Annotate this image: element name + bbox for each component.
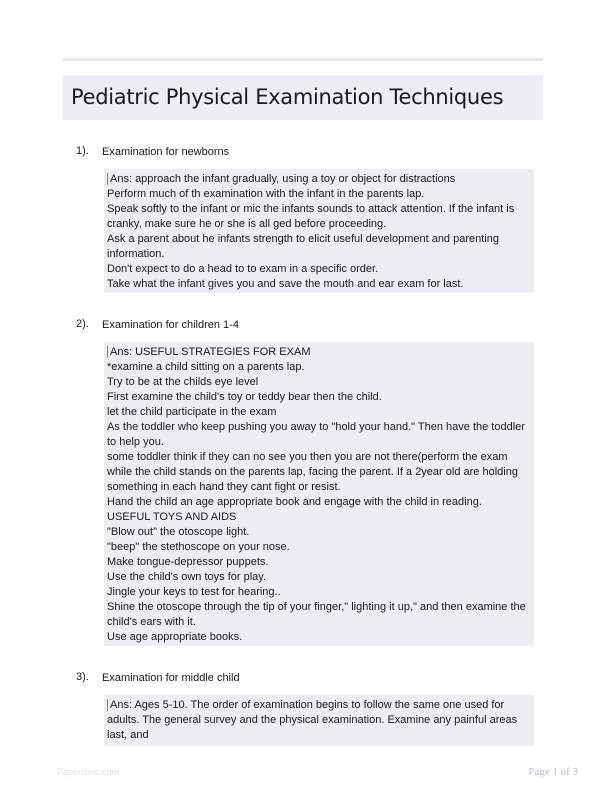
- answer-line: Use age appropriate books.: [107, 631, 243, 643]
- top-divider: [63, 58, 543, 61]
- question-number: 3).: [76, 671, 89, 683]
- page-title: Pediatric Physical Examination Techniques: [71, 85, 504, 109]
- answer-line: "Blow out" the otoscope light.: [107, 526, 250, 538]
- answer-line: [107, 172, 530, 187]
- answer-line: First examine the child's toy or teddy bear then the child.: [107, 391, 382, 403]
- answer-line: Jingle your keys to test for hearing..: [107, 586, 281, 598]
- answer-line: [107, 345, 530, 360]
- answer-line: Take what the infant gives you and save the mouth and ear exam for last.: [107, 278, 464, 290]
- answer-line: Shine the otoscope through the tip of your finger," lighting it up," and then examine the child's ears with it.: [107, 601, 526, 628]
- answer-line: Perform much of th examination with the infant in the parents lap.: [107, 188, 425, 200]
- question-title: Examination for children 1-4: [102, 319, 239, 331]
- answer-line: USEFUL TOYS AND AIDS: [107, 511, 237, 523]
- answer-line-text: Ans: Ages 5-10. The order of examination begins to follow the same one used for adults. The general survey and the physical examination. Examine any painful areas last, and: [107, 699, 518, 741]
- answer-line: Try to be at the childs eye level: [107, 376, 259, 388]
- answer-line: some toddler think if they can no see you then you are not there(perform the exam while the child stands on the parents lap, facing the parent. If a 2year old are holding something in each hand they cant fight or resist.: [107, 451, 518, 493]
- question-title: Examination for middle child: [102, 672, 240, 684]
- answer-line-text: Ans: USEFUL STRATEGIES FOR EXAM: [107, 346, 310, 358]
- answer-box: [104, 169, 534, 293]
- answer-line: *examine a child sitting on a parents lap.: [107, 361, 305, 373]
- answer-line: Hand the child an age appropriate book and engage with the child in reading.: [107, 496, 482, 508]
- answer-line: As the toddler who keep pushing you away to "hold your hand." Then have the toddler to help you.: [107, 421, 525, 448]
- answer-line: Use the child's own toys for play.: [107, 571, 267, 583]
- page-number: Page 1 of 3: [528, 766, 578, 778]
- answer-line: let the child participate in the exam: [107, 406, 277, 418]
- answer-line: Make tongue-depressor puppets.: [107, 556, 269, 568]
- answer-line: Don't expect to do a head to to exam in a specific order.: [107, 263, 379, 275]
- answer-line: [107, 698, 530, 743]
- question-title: Examination for newborns: [102, 146, 230, 158]
- question-number: 2).: [76, 318, 89, 330]
- title-banner: [63, 75, 543, 120]
- answer-line: Speak softly to the infant or mic the infants sounds to attack attention. If the infant is cranky, make sure he or she is all ged before proceeding.: [107, 203, 515, 230]
- answer-box: [104, 695, 534, 746]
- answer-line-text: Ans: approach the infant gradually, using a toy or object for distractions: [107, 173, 455, 185]
- question-number: 1).: [76, 145, 89, 157]
- answer-line: Ask a parent about he infants strength to elicit useful development and parenting information.: [107, 233, 499, 260]
- footer-watermark: Paperlibric.com: [57, 767, 120, 777]
- answer-line: "beep" the stethoscope on your nose.: [107, 541, 290, 553]
- answer-box: [104, 342, 534, 646]
